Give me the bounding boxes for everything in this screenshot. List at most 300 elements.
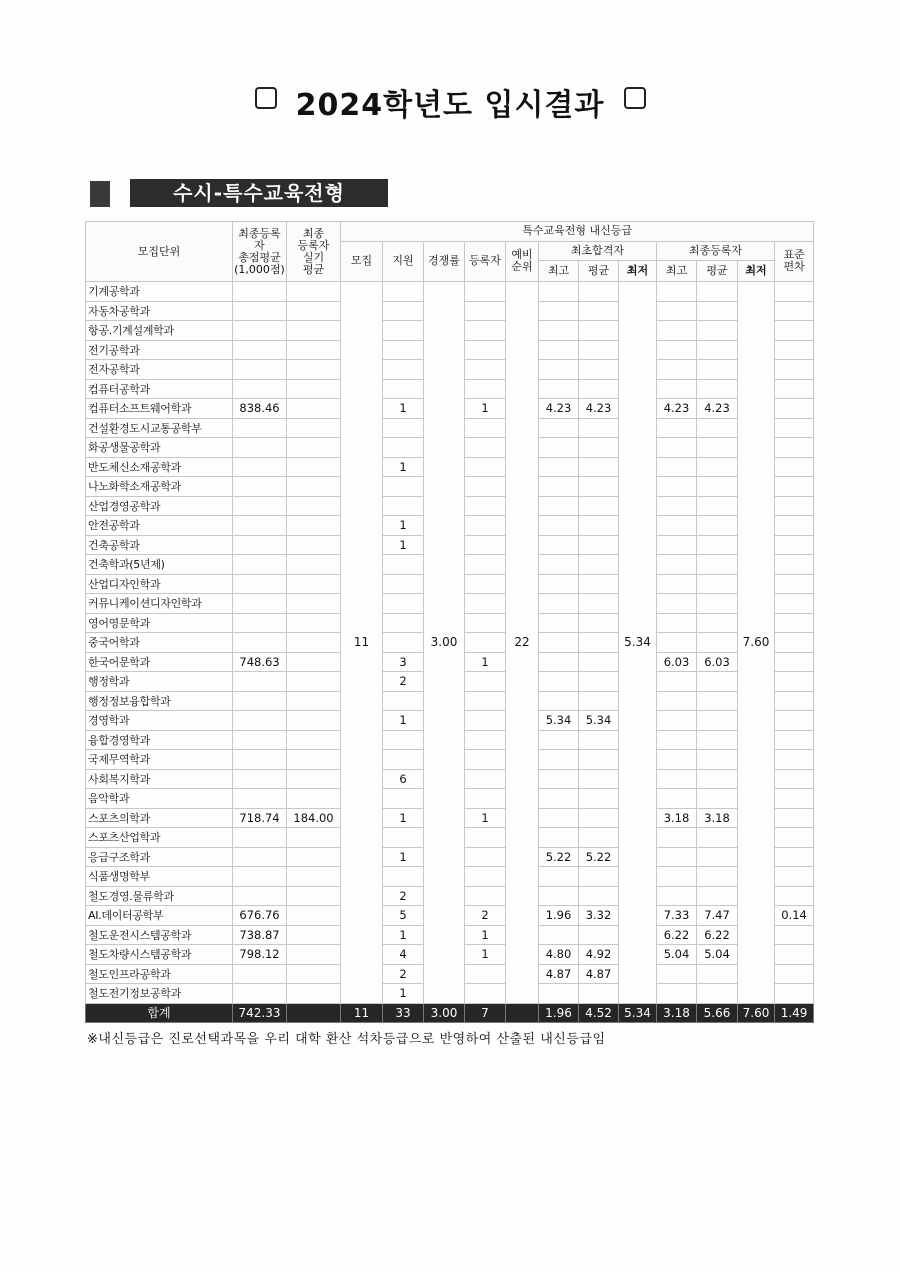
practical-cell <box>287 340 341 360</box>
final-max-cell: 6.22 <box>657 925 697 945</box>
dept-cell: 경영학과 <box>86 711 233 731</box>
first-max-cell <box>539 282 579 302</box>
total-competition-cell: 3.00 <box>424 1003 465 1023</box>
dept-cell: 반도체신소재공학과 <box>86 457 233 477</box>
practical-cell <box>287 360 341 380</box>
first-max-cell <box>539 321 579 341</box>
practical-cell <box>287 750 341 770</box>
std-dev-cell <box>775 574 814 594</box>
final-avg-cell <box>697 282 738 302</box>
dept-cell: 나노화학소재공학과 <box>86 477 233 497</box>
header-group: 특수교육전형 내신등급 <box>341 222 814 242</box>
practical-cell <box>287 906 341 926</box>
register-cell <box>465 769 506 789</box>
apply-cell <box>383 594 424 614</box>
register-cell <box>465 438 506 458</box>
total-score-cell <box>233 672 287 692</box>
register-cell <box>465 301 506 321</box>
final-avg-cell: 6.22 <box>697 925 738 945</box>
total-score-cell <box>233 438 287 458</box>
total-score-cell <box>233 535 287 555</box>
practical-cell <box>287 321 341 341</box>
first-max-cell <box>539 672 579 692</box>
first-avg-cell <box>579 652 619 672</box>
apply-cell <box>383 379 424 399</box>
total-recruit-cell: 11 <box>341 1003 383 1023</box>
dept-cell: 컴퓨터소프트웨어학과 <box>86 399 233 419</box>
header-recruit: 모집 <box>341 241 383 282</box>
final-max-cell <box>657 847 697 867</box>
final-avg-cell <box>697 360 738 380</box>
total-score-cell <box>233 633 287 653</box>
final-max-cell: 6.03 <box>657 652 697 672</box>
dept-cell: 철도인프라공학과 <box>86 964 233 984</box>
register-cell <box>465 555 506 575</box>
first-max-cell <box>539 496 579 516</box>
final-max-cell <box>657 457 697 477</box>
register-cell <box>465 886 506 906</box>
final-avg-cell <box>697 438 738 458</box>
final-max-cell <box>657 282 697 302</box>
register-cell <box>465 574 506 594</box>
apply-cell <box>383 750 424 770</box>
final-max-cell <box>657 340 697 360</box>
std-dev-cell <box>775 301 814 321</box>
first-avg-cell <box>579 867 619 887</box>
total-score-cell <box>233 847 287 867</box>
first-avg-cell: 5.22 <box>579 847 619 867</box>
register-cell: 1 <box>465 925 506 945</box>
final-avg-cell <box>697 555 738 575</box>
practical-cell <box>287 496 341 516</box>
first-max-cell <box>539 360 579 380</box>
first-avg-cell <box>579 282 619 302</box>
competition-cell: 3.00 <box>424 282 465 1004</box>
std-dev-cell <box>775 360 814 380</box>
std-dev-cell <box>775 516 814 536</box>
total-reserve-cell <box>506 1003 539 1023</box>
final-max-cell <box>657 613 697 633</box>
total-score-cell: 838.46 <box>233 399 287 419</box>
total-score-cell <box>233 789 287 809</box>
header-reserve: 예비 순위 <box>506 241 539 282</box>
first-max-cell <box>539 730 579 750</box>
first-avg-cell: 4.87 <box>579 964 619 984</box>
total-score-cell <box>233 379 287 399</box>
practical-cell <box>287 711 341 731</box>
practical-cell <box>287 555 341 575</box>
register-cell: 1 <box>465 945 506 965</box>
practical-cell <box>287 535 341 555</box>
register-cell <box>465 964 506 984</box>
total-score-cell <box>233 711 287 731</box>
final-max-cell <box>657 633 697 653</box>
register-cell <box>465 360 506 380</box>
header-first-avg: 평균 <box>579 261 619 282</box>
practical-cell <box>287 457 341 477</box>
header-apply: 지원 <box>383 241 424 282</box>
std-dev-cell <box>775 379 814 399</box>
apply-cell: 3 <box>383 652 424 672</box>
practical-cell <box>287 633 341 653</box>
first-avg-cell <box>579 925 619 945</box>
first-avg-cell <box>579 360 619 380</box>
practical-cell <box>287 594 341 614</box>
total-score-cell <box>233 418 287 438</box>
first-avg-cell <box>579 574 619 594</box>
first-max-cell <box>539 769 579 789</box>
final-max-cell <box>657 438 697 458</box>
practical-cell <box>287 828 341 848</box>
total-score-cell <box>233 750 287 770</box>
apply-cell: 6 <box>383 769 424 789</box>
total-label-cell: 합계 <box>86 1003 233 1023</box>
dept-cell: 건설환경도시교통공학부 <box>86 418 233 438</box>
std-dev-cell <box>775 282 814 302</box>
first-max-cell <box>539 555 579 575</box>
register-cell <box>465 730 506 750</box>
practical-cell <box>287 886 341 906</box>
std-dev-cell <box>775 496 814 516</box>
final-max-cell <box>657 867 697 887</box>
first-max-cell <box>539 340 579 360</box>
first-avg-cell: 3.32 <box>579 906 619 926</box>
total-favg-cell: 4.52 <box>579 1003 619 1023</box>
total-score-cell <box>233 613 287 633</box>
dept-cell: 기계공학과 <box>86 282 233 302</box>
first-avg-cell <box>579 379 619 399</box>
first-avg-cell <box>579 340 619 360</box>
total-score-cell <box>233 594 287 614</box>
dept-cell: 산업디자인학과 <box>86 574 233 594</box>
std-dev-cell <box>775 535 814 555</box>
practical-cell <box>287 652 341 672</box>
section-title: 수시-특수교육전형 <box>130 179 388 207</box>
total-rmin-cell: 7.60 <box>738 1003 775 1023</box>
first-max-cell <box>539 828 579 848</box>
std-dev-cell <box>775 399 814 419</box>
header-final-reg: 최종등록자 <box>657 241 775 261</box>
first-avg-cell <box>579 789 619 809</box>
std-dev-cell <box>775 808 814 828</box>
register-cell <box>465 867 506 887</box>
first-avg-cell <box>579 633 619 653</box>
first-avg-cell <box>579 828 619 848</box>
register-cell <box>465 691 506 711</box>
std-dev-cell <box>775 847 814 867</box>
dept-cell: 행정학과 <box>86 672 233 692</box>
recruit-cell: 11 <box>341 282 383 1004</box>
practical-cell <box>287 730 341 750</box>
first-max-cell <box>539 789 579 809</box>
final-avg-cell <box>697 847 738 867</box>
register-cell <box>465 321 506 341</box>
final-max-cell <box>657 321 697 341</box>
total-row <box>86 1003 814 1023</box>
register-cell <box>465 613 506 633</box>
first-max-cell <box>539 652 579 672</box>
apply-cell <box>383 496 424 516</box>
apply-cell <box>383 418 424 438</box>
apply-cell <box>383 555 424 575</box>
final-max-cell <box>657 555 697 575</box>
practical-cell <box>287 379 341 399</box>
apply-cell <box>383 867 424 887</box>
std-dev-cell <box>775 750 814 770</box>
practical-cell <box>287 984 341 1004</box>
first-max-cell <box>539 516 579 536</box>
header-final-max: 최고 <box>657 261 697 282</box>
final-max-cell <box>657 711 697 731</box>
final-avg-cell: 7.47 <box>697 906 738 926</box>
final-max-cell <box>657 886 697 906</box>
register-cell <box>465 789 506 809</box>
total-practical-cell <box>287 1003 341 1023</box>
std-dev-cell <box>775 789 814 809</box>
std-dev-cell <box>775 652 814 672</box>
final-avg-cell <box>697 340 738 360</box>
std-dev-cell <box>775 613 814 633</box>
apply-cell <box>383 574 424 594</box>
total-score-cell <box>233 321 287 341</box>
footnote: ※내신등급은 진로선택과목을 우리 대학 환산 석차등급으로 반영하여 산출된 내신등급임 <box>87 1032 606 1047</box>
first-max-cell <box>539 691 579 711</box>
dept-cell: 컴퓨터공학과 <box>86 379 233 399</box>
first-max-cell <box>539 886 579 906</box>
apply-cell: 1 <box>383 711 424 731</box>
total-score-cell <box>233 769 287 789</box>
apply-cell: 1 <box>383 984 424 1004</box>
header-total-score: 최종등록자 총점평균 (1,000점) <box>233 222 287 282</box>
final-max-cell <box>657 535 697 555</box>
practical-cell <box>287 399 341 419</box>
practical-cell <box>287 769 341 789</box>
first-avg-cell <box>579 555 619 575</box>
register-cell <box>465 828 506 848</box>
total-score-cell: 798.12 <box>233 945 287 965</box>
apply-cell: 1 <box>383 925 424 945</box>
final-avg-cell: 5.04 <box>697 945 738 965</box>
total-score-cell <box>233 964 287 984</box>
first-avg-cell <box>579 301 619 321</box>
final-avg-cell <box>697 672 738 692</box>
total-score-cell <box>233 730 287 750</box>
first-max-cell: 1.96 <box>539 906 579 926</box>
first-max-cell <box>539 984 579 1004</box>
std-dev-cell <box>775 867 814 887</box>
practical-cell <box>287 789 341 809</box>
final-avg-cell <box>697 828 738 848</box>
apply-cell: 1 <box>383 847 424 867</box>
header-first-pass: 최초합격자 <box>539 241 657 261</box>
dept-cell: 전기공학과 <box>86 340 233 360</box>
first-max-cell <box>539 633 579 653</box>
header-final-avg: 평균 <box>697 261 738 282</box>
register-cell <box>465 340 506 360</box>
final-avg-cell <box>697 301 738 321</box>
total-score-cell <box>233 360 287 380</box>
apply-cell: 2 <box>383 672 424 692</box>
register-cell <box>465 535 506 555</box>
final-avg-cell <box>697 867 738 887</box>
final-max-cell <box>657 769 697 789</box>
first-avg-cell <box>579 438 619 458</box>
std-dev-cell <box>775 418 814 438</box>
final-max-cell <box>657 574 697 594</box>
final-max-cell <box>657 984 697 1004</box>
std-dev-cell: 0.14 <box>775 906 814 926</box>
first-max-cell <box>539 301 579 321</box>
final-avg-cell <box>697 321 738 341</box>
first-avg-cell <box>579 321 619 341</box>
std-dev-cell <box>775 964 814 984</box>
total-score-cell: 718.74 <box>233 808 287 828</box>
std-dev-cell <box>775 886 814 906</box>
register-cell <box>465 418 506 438</box>
first-max-cell: 5.34 <box>539 711 579 731</box>
final-max-cell <box>657 496 697 516</box>
section-marker-icon <box>90 181 110 207</box>
results-table <box>85 221 814 1023</box>
final-max-cell: 5.04 <box>657 945 697 965</box>
final-max-cell <box>657 730 697 750</box>
apply-cell <box>383 730 424 750</box>
first-max-cell <box>539 594 579 614</box>
final-avg-cell <box>697 769 738 789</box>
total-score-cell <box>233 477 287 497</box>
total-score-cell <box>233 691 287 711</box>
dept-cell: 중국어학과 <box>86 633 233 653</box>
page-title-area <box>0 80 900 124</box>
total-score-cell <box>233 555 287 575</box>
final-max-cell <box>657 594 697 614</box>
first-max-cell <box>539 613 579 633</box>
practical-cell <box>287 477 341 497</box>
total-score-cell <box>233 886 287 906</box>
header-competition: 경쟁률 <box>424 241 465 282</box>
apply-cell: 1 <box>383 535 424 555</box>
first-avg-cell: 4.92 <box>579 945 619 965</box>
final-avg-cell <box>697 418 738 438</box>
apply-cell <box>383 828 424 848</box>
header-dept: 모집단위 <box>86 222 233 282</box>
practical-cell <box>287 438 341 458</box>
apply-cell: 5 <box>383 906 424 926</box>
apply-cell <box>383 691 424 711</box>
apply-cell <box>383 340 424 360</box>
dept-cell: 철도경영.물류학과 <box>86 886 233 906</box>
first-min-cell: 5.34 <box>619 282 657 1004</box>
final-max-cell: 3.18 <box>657 808 697 828</box>
total-fmin-cell: 5.34 <box>619 1003 657 1023</box>
std-dev-cell <box>775 711 814 731</box>
practical-cell <box>287 945 341 965</box>
apply-cell <box>383 282 424 302</box>
register-cell <box>465 984 506 1004</box>
table-row <box>86 282 814 302</box>
register-cell <box>465 496 506 516</box>
first-max-cell <box>539 438 579 458</box>
first-avg-cell <box>579 808 619 828</box>
practical-cell <box>287 418 341 438</box>
final-avg-cell <box>697 964 738 984</box>
total-score-cell <box>233 496 287 516</box>
register-cell: 2 <box>465 906 506 926</box>
register-cell <box>465 457 506 477</box>
dept-cell: 식품생명학부 <box>86 867 233 887</box>
register-cell <box>465 711 506 731</box>
first-avg-cell <box>579 672 619 692</box>
final-max-cell <box>657 750 697 770</box>
std-dev-cell <box>775 730 814 750</box>
dept-cell: 국제무역학과 <box>86 750 233 770</box>
apply-cell <box>383 321 424 341</box>
std-dev-cell <box>775 340 814 360</box>
practical-cell <box>287 516 341 536</box>
final-min-cell: 7.60 <box>738 282 775 1004</box>
final-max-cell <box>657 672 697 692</box>
first-max-cell <box>539 750 579 770</box>
first-avg-cell: 4.23 <box>579 399 619 419</box>
apply-cell: 1 <box>383 516 424 536</box>
checkbox-left-icon <box>255 87 277 109</box>
register-cell <box>465 633 506 653</box>
std-dev-cell <box>775 925 814 945</box>
apply-cell: 1 <box>383 808 424 828</box>
final-avg-cell <box>697 984 738 1004</box>
std-dev-cell <box>775 984 814 1004</box>
total-score-cell <box>233 516 287 536</box>
first-max-cell <box>539 808 579 828</box>
std-dev-cell <box>775 672 814 692</box>
apply-cell <box>383 301 424 321</box>
page-title: 2024학년도 입시결과 <box>295 88 605 123</box>
register-cell: 1 <box>465 399 506 419</box>
checkbox-right-icon <box>624 87 646 109</box>
total-apply-cell: 33 <box>383 1003 424 1023</box>
first-avg-cell <box>579 457 619 477</box>
total-score-cell: 748.63 <box>233 652 287 672</box>
dept-cell: 스포츠산업학과 <box>86 828 233 848</box>
first-max-cell: 4.23 <box>539 399 579 419</box>
first-avg-cell <box>579 516 619 536</box>
final-max-cell: 4.23 <box>657 399 697 419</box>
first-avg-cell <box>579 984 619 1004</box>
header-final-min: 최저 <box>738 261 775 282</box>
total-score-cell <box>233 282 287 302</box>
final-avg-cell <box>697 613 738 633</box>
total-score-cell: 676.76 <box>233 906 287 926</box>
practical-cell <box>287 867 341 887</box>
std-dev-cell <box>775 691 814 711</box>
register-cell: 1 <box>465 652 506 672</box>
dept-cell: 철도차량시스템공학과 <box>86 945 233 965</box>
final-max-cell <box>657 964 697 984</box>
header-register: 등록자 <box>465 241 506 282</box>
total-score-cell: 738.87 <box>233 925 287 945</box>
register-cell <box>465 379 506 399</box>
first-max-cell <box>539 535 579 555</box>
first-avg-cell <box>579 886 619 906</box>
practical-cell <box>287 282 341 302</box>
register-cell <box>465 672 506 692</box>
dept-cell: 융합경영학과 <box>86 730 233 750</box>
dept-cell: 건축공학과 <box>86 535 233 555</box>
final-avg-cell <box>697 691 738 711</box>
apply-cell <box>383 789 424 809</box>
register-cell: 1 <box>465 808 506 828</box>
register-cell <box>465 282 506 302</box>
